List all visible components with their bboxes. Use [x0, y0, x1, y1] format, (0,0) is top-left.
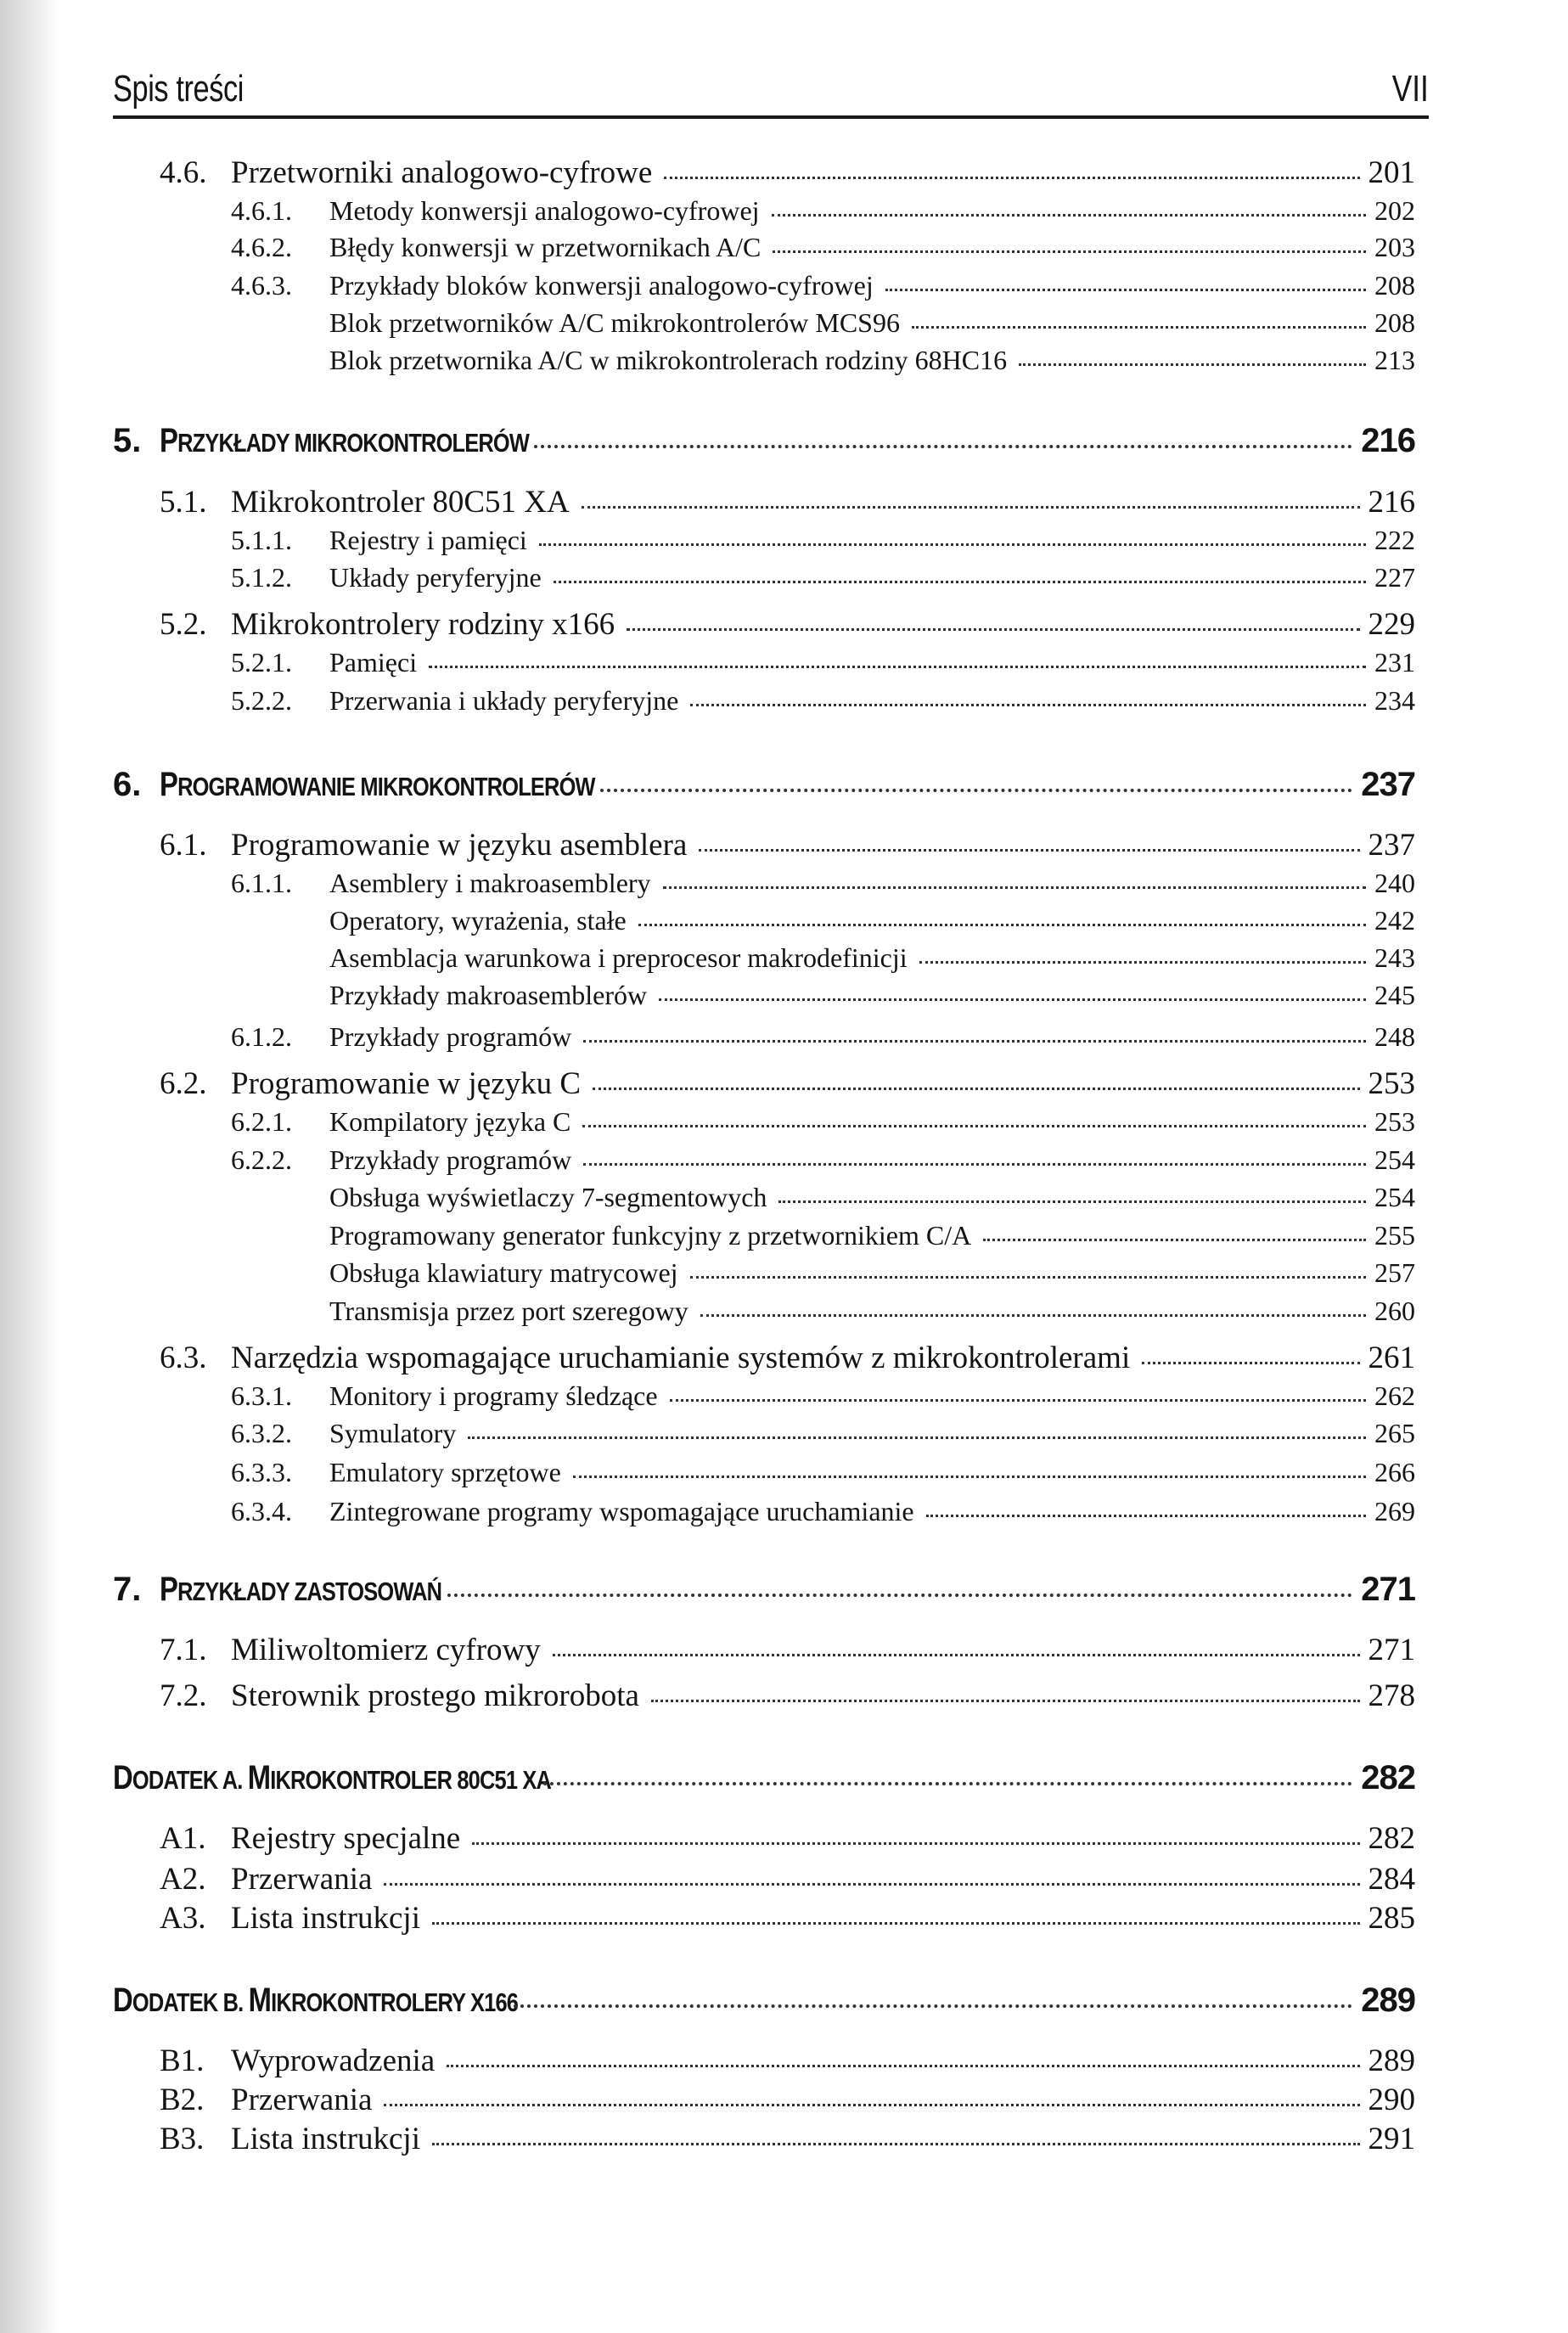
dot-leader [447, 2065, 1359, 2067]
entry-number: 6.1.1. [231, 868, 292, 898]
entry-title: Rejestry specjalne [231, 1821, 461, 1856]
entry-number: B3. [160, 2122, 205, 2156]
entry-title: Przerwania [231, 2083, 373, 2117]
header-title: Spis treści [113, 68, 244, 110]
entry-number: 4.6. [160, 155, 207, 190]
entry-page-number: 255 [1374, 1220, 1415, 1251]
dot-leader [553, 1654, 1360, 1656]
entry-number: 7.2. [160, 1678, 207, 1713]
entry-number: 6.3.2. [231, 1418, 292, 1448]
entry-page-number: 216 [1361, 422, 1415, 459]
entry-page-number: 260 [1374, 1296, 1415, 1326]
entry-title: Kompilatory języka C [329, 1106, 571, 1137]
entry-title: Narzędzia wspomagające uruchamianie systemów z mikrokontrolerami [231, 1341, 1131, 1375]
toc-entry[interactable] [160, 155, 1415, 192]
dot-leader [690, 1276, 1366, 1279]
dot-leader [582, 1125, 1366, 1127]
entry-number: A1. [160, 1821, 206, 1856]
toc-entry[interactable] [329, 345, 1415, 382]
title-part: ODATEK A. [132, 1765, 248, 1795]
entry-page-number: 201 [1368, 155, 1415, 190]
entry-page-number: 285 [1368, 1901, 1415, 1936]
entry-page-number: 240 [1374, 868, 1415, 898]
dot-leader [773, 250, 1366, 253]
entry-title: Układy peryferyjne [329, 562, 542, 593]
entry-title: Metody konwersji analogowo-cyfrowej [329, 195, 760, 226]
dot-leader [663, 886, 1366, 889]
entry-title: Programowanie w języku C [231, 1066, 582, 1101]
entry-number: 7. [113, 1571, 142, 1608]
entry-title: Mikrokontroler 80C51 XA [231, 485, 570, 520]
toc-entry[interactable] [329, 905, 1415, 942]
toc-entry[interactable] [329, 1182, 1415, 1219]
dot-leader [539, 543, 1366, 546]
entry-title: Przetworniki analogowo-cyfrowe [231, 155, 653, 190]
toc-entry[interactable] [231, 868, 1415, 905]
toc-entry[interactable] [160, 606, 1415, 644]
entry-number: 4.6.1. [231, 195, 292, 226]
dot-leader [384, 1883, 1359, 1886]
toc-entry[interactable] [329, 980, 1415, 1017]
running-header [113, 59, 1429, 119]
entry-page-number: 254 [1374, 1144, 1415, 1175]
entry-page-number: 269 [1374, 1496, 1415, 1526]
toc-entry[interactable] [329, 1257, 1415, 1295]
toc-entry[interactable] [231, 525, 1415, 562]
title-part: P [160, 1571, 178, 1608]
entry-title: Emulatory sprzętowe [329, 1457, 561, 1487]
entry-title: Miliwoltomierz cyfrowy [231, 1633, 541, 1667]
entry-title: Błędy konwersji w przetwornikach A/C [329, 232, 762, 262]
header-page-number: VII [1391, 68, 1429, 110]
dot-leader [514, 2004, 1352, 2008]
dot-leader [554, 581, 1366, 583]
entry-number: 6.3. [160, 1341, 207, 1375]
entry-page-number: 262 [1374, 1380, 1415, 1411]
toc-entry[interactable] [160, 1678, 1415, 1715]
entry-number: 6.3.1. [231, 1380, 292, 1411]
entry-page-number: 253 [1368, 1066, 1415, 1101]
entry-title [113, 1982, 518, 2020]
entry-page-number: 237 [1361, 766, 1415, 803]
toc-entry[interactable] [160, 2043, 1415, 2080]
entry-number: 5.1.1. [231, 525, 292, 555]
entry-page-number: 261 [1368, 1341, 1415, 1375]
dot-leader [664, 177, 1359, 179]
toc-chapter-entry[interactable] [113, 1759, 1415, 1796]
toc-entry[interactable] [160, 1340, 1415, 1377]
entry-number: 6.3.3. [231, 1457, 292, 1487]
entry-title: Asemblacja warunkowa i preprocesor makrodefinicji [329, 942, 908, 973]
dot-leader [468, 1436, 1366, 1439]
toc-entry[interactable] [160, 1065, 1415, 1103]
entry-number: 5.1. [160, 485, 207, 520]
entry-page-number: 289 [1368, 2043, 1415, 2078]
entry-page-number: 227 [1374, 562, 1415, 593]
entry-number: 6.2. [160, 1066, 207, 1101]
dot-leader [627, 628, 1359, 631]
entry-number: 6.2.1. [231, 1106, 292, 1137]
entry-title: Transmisja przez port szeregowy [329, 1296, 688, 1326]
dot-leader [432, 2143, 1360, 2145]
entry-number: 4.6.2. [231, 232, 292, 262]
title-part: P [160, 766, 178, 803]
entry-number: A2. [160, 1862, 206, 1897]
entry-page-number: 254 [1374, 1182, 1415, 1212]
dot-leader [432, 1922, 1360, 1925]
dot-leader [600, 789, 1352, 792]
dot-leader [778, 1200, 1366, 1203]
entry-page-number: 208 [1374, 270, 1415, 301]
entry-page-number: 271 [1361, 1571, 1415, 1608]
dot-leader [638, 924, 1366, 926]
entry-number: 5.1.2. [231, 562, 292, 593]
toc-entry[interactable] [231, 1418, 1415, 1455]
entry-number: 5.2.1. [231, 647, 292, 677]
title-part: RZYKŁADY MIKROKONTROLERÓW [177, 428, 530, 458]
toc-entry[interactable] [231, 1106, 1415, 1144]
entry-page-number: 265 [1374, 1418, 1415, 1448]
toc-entry[interactable] [231, 685, 1415, 722]
entry-page-number: 202 [1374, 195, 1415, 226]
entry-title [113, 1759, 551, 1797]
entry-page-number: 248 [1374, 1021, 1415, 1052]
entry-number: 5.2. [160, 607, 207, 642]
dot-leader [534, 445, 1353, 448]
entry-page-number: 242 [1374, 905, 1415, 936]
toc-entry[interactable] [231, 1021, 1415, 1059]
entry-title: Przerwania [231, 1862, 373, 1897]
dot-leader [919, 961, 1366, 964]
entry-title: Blok przetworników A/C mikrokontrolerów MCS96 [329, 307, 900, 338]
entry-number: 6.1. [160, 828, 207, 863]
entry-page-number: 243 [1374, 942, 1415, 973]
entry-number: 6.1.2. [231, 1021, 292, 1052]
toc-chapter-entry[interactable] [113, 766, 1415, 803]
entry-page-number: 245 [1374, 980, 1415, 1010]
entry-title: Przykłady makroasemblerów [329, 980, 648, 1010]
title-part: D [113, 1759, 132, 1796]
entry-page-number: 229 [1368, 607, 1415, 642]
dot-leader [885, 289, 1366, 291]
entry-page-number: 237 [1368, 828, 1415, 863]
toc-entry[interactable] [231, 1380, 1415, 1418]
entry-number: 4.6.3. [231, 270, 292, 301]
toc-entry[interactable] [160, 1861, 1415, 1898]
title-part: M [248, 1982, 272, 2019]
entry-title: Pamięci [329, 647, 418, 677]
entry-title: Programowany generator funkcyjny z przetwornikiem C/A [329, 1220, 972, 1251]
entry-title: Obsługa wyświetlaczy 7-segmentowych [329, 1182, 767, 1212]
entry-title: Przerwania i układy peryferyjne [329, 685, 679, 716]
toc-entry[interactable] [329, 307, 1415, 345]
entry-title: Mikrokontrolery rodziny x166 [231, 607, 615, 642]
dot-leader [384, 2104, 1359, 2106]
dot-leader [772, 214, 1366, 216]
dot-leader [573, 1476, 1366, 1478]
entry-page-number: 253 [1374, 1106, 1415, 1137]
toc-entry[interactable] [160, 484, 1415, 521]
toc-entry[interactable] [329, 942, 1415, 980]
entry-page-number: 234 [1374, 685, 1415, 716]
entry-title: Symulatory [329, 1418, 457, 1448]
title-part: IKROKONTROLER 80C51 XA [270, 1765, 552, 1795]
dot-leader [651, 1700, 1360, 1702]
title-part: P [160, 422, 178, 459]
entry-title [160, 766, 595, 804]
entry-title: Przykłady bloków konwersji analogowo-cyfrowej [329, 270, 874, 301]
entry-title: Lista instrukcji [231, 2122, 420, 2156]
entry-page-number: 289 [1361, 1982, 1415, 2019]
dot-leader [447, 1594, 1352, 1597]
dot-leader [582, 506, 1360, 509]
entry-title: Programowanie w języku asemblera [231, 828, 688, 863]
dot-leader [583, 1040, 1366, 1043]
toc-chapter-entry[interactable] [113, 1571, 1415, 1608]
entry-page-number: 291 [1368, 2122, 1415, 2156]
dot-leader [659, 998, 1366, 1001]
dot-leader [472, 1842, 1359, 1845]
title-part: M [247, 1759, 271, 1796]
dot-leader [670, 1399, 1366, 1402]
toc-chapter-entry[interactable] [113, 422, 1415, 459]
entry-title: Asemblery i makroasemblery [329, 868, 651, 898]
entry-page-number: 213 [1374, 345, 1415, 375]
entry-page-number: 231 [1374, 647, 1415, 677]
toc-entry[interactable] [231, 1496, 1415, 1533]
toc-chapter-entry[interactable] [113, 1982, 1415, 2019]
dot-leader [583, 1163, 1366, 1166]
entry-title: Sterownik prostego mikrorobota [231, 1678, 639, 1713]
entry-title [160, 1571, 441, 1609]
dot-leader [593, 1088, 1359, 1090]
dot-leader [429, 666, 1366, 668]
toc-entry[interactable] [160, 1632, 1415, 1669]
title-part: RZYKŁADY ZASTOSOWAŃ [177, 1577, 442, 1606]
toc-entry[interactable] [160, 2082, 1415, 2119]
dot-leader [690, 704, 1366, 706]
entry-page-number: 282 [1361, 1759, 1415, 1796]
toc-entry[interactable] [231, 270, 1415, 307]
entry-title [160, 422, 529, 460]
entry-page-number: 208 [1374, 307, 1415, 338]
toc-entry[interactable] [231, 1144, 1415, 1182]
dot-leader [700, 1314, 1366, 1317]
entry-number: B2. [160, 2083, 205, 2117]
entry-page-number: 216 [1368, 485, 1415, 520]
entry-title: Przykłady programów [329, 1021, 572, 1052]
entry-title: Rejestry i pamięci [329, 525, 527, 555]
toc-entry[interactable] [231, 1457, 1415, 1494]
entry-page-number: 282 [1368, 1821, 1415, 1856]
entry-title: Lista instrukcji [231, 1901, 420, 1936]
entry-number: 6. [113, 766, 142, 803]
entry-number: 6.3.4. [231, 1496, 292, 1526]
entry-number: A3. [160, 1901, 206, 1936]
dot-leader [912, 326, 1366, 329]
dot-leader [1142, 1362, 1359, 1364]
toc-entry[interactable] [329, 1296, 1415, 1333]
scan-edge-shadow [0, 0, 59, 2333]
entry-title: Operatory, wyrażenia, stałe [329, 905, 627, 936]
entry-title: Przykłady programów [329, 1144, 572, 1175]
toc-entry[interactable] [231, 195, 1415, 233]
entry-page-number: 222 [1374, 525, 1415, 555]
title-part: ROGRAMOWANIE MIKROKONTROLERÓW [177, 772, 595, 801]
toc-entry[interactable] [231, 562, 1415, 599]
entry-title: Blok przetwornika A/C w mikrokontrolerach rodziny 68HC16 [329, 345, 1008, 375]
entry-page-number: 290 [1368, 2083, 1415, 2117]
toc-entry[interactable] [329, 1220, 1415, 1257]
entry-page-number: 271 [1368, 1633, 1415, 1667]
entry-number: 7.1. [160, 1633, 207, 1667]
entry-number: 6.2.2. [231, 1144, 292, 1175]
entry-title: Zintegrowane programy wspomagające uruchamianie [329, 1496, 914, 1526]
toc-entry[interactable] [160, 2121, 1415, 2158]
dot-leader [983, 1239, 1366, 1241]
entry-page-number: 284 [1368, 1862, 1415, 1897]
toc-entry[interactable] [160, 827, 1415, 864]
entry-number: 5. [113, 422, 142, 459]
entry-page-number: 266 [1374, 1457, 1415, 1487]
dot-leader [699, 849, 1359, 852]
title-part: D [113, 1982, 132, 2019]
dot-leader [1019, 363, 1366, 366]
toc-entry[interactable] [231, 647, 1415, 684]
toc-entry[interactable] [160, 1820, 1415, 1858]
toc-entry[interactable] [231, 232, 1415, 269]
dot-leader [926, 1515, 1366, 1517]
entry-page-number: 257 [1374, 1257, 1415, 1288]
title-part: ODATEK B. [132, 1987, 249, 2017]
entry-number: 5.2.2. [231, 685, 292, 716]
toc-entry[interactable] [160, 1900, 1415, 1937]
title-part: IKROKONTROLERY X166 [271, 1987, 519, 2017]
entry-page-number: 278 [1368, 1678, 1415, 1713]
entry-page-number: 203 [1374, 232, 1415, 262]
entry-title: Obsługa klawiatury matrycowej [329, 1257, 678, 1288]
entry-title: Wyprowadzenia [231, 2043, 436, 2078]
entry-title: Monitory i programy śledzące [329, 1380, 658, 1411]
dot-leader [543, 1782, 1352, 1785]
entry-number: B1. [160, 2043, 205, 2078]
